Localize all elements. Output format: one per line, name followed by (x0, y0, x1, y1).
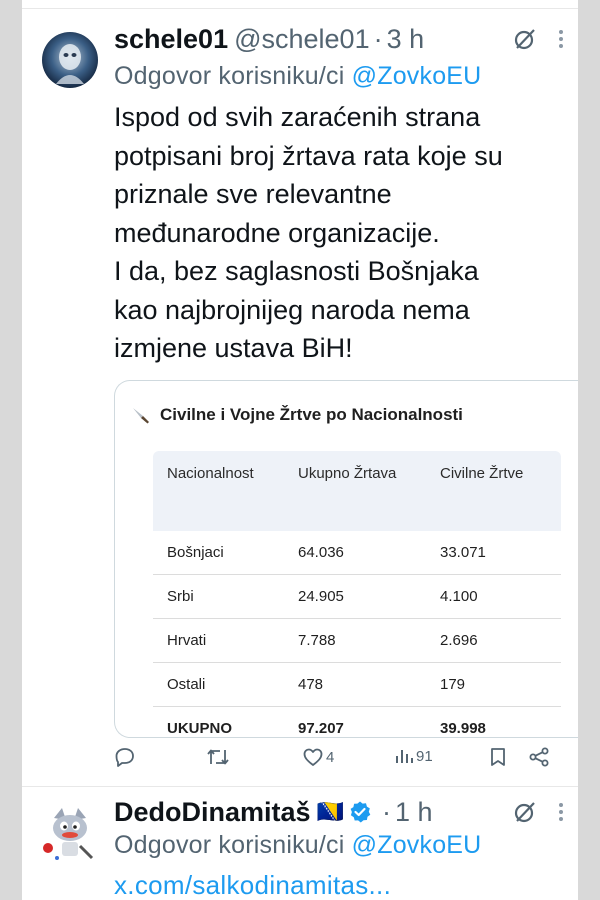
text-line: međunarodne organizacije. (114, 217, 440, 248)
action-bar (114, 746, 554, 776)
table-header (153, 451, 561, 531)
display-name[interactable]: DedoDinamitaš (114, 796, 311, 827)
table-cell: Hrvati (167, 632, 207, 649)
replying-to (114, 62, 481, 91)
display-name[interactable]: schele01 (114, 23, 229, 54)
attached-image-card[interactable] (114, 380, 578, 738)
verified-badge-icon[interactable] (348, 800, 372, 824)
heart-icon (302, 746, 324, 768)
tweet-header (114, 22, 568, 56)
retweet-icon (206, 746, 230, 768)
user-handle[interactable]: @schele01 (234, 23, 370, 54)
table-cell: 2.696 (440, 632, 478, 649)
table-cell: Bošnjaci (167, 544, 224, 561)
table-cell: 97.207 (298, 720, 344, 737)
like-button[interactable] (302, 746, 334, 768)
avatar[interactable] (42, 32, 98, 88)
table-cell: 39.998 (440, 720, 486, 737)
table-row (153, 663, 561, 707)
text-line: Ispod od svih zaraćenih strana (114, 102, 481, 132)
table-row (153, 531, 561, 575)
share-button[interactable] (528, 746, 550, 768)
table-total-row (153, 707, 561, 738)
table-cell: Srbi (167, 588, 194, 605)
text-line: potpisani broj žrtava rata koje su (114, 140, 503, 171)
table-cell: 7.788 (298, 632, 336, 649)
tweet-text (114, 98, 554, 368)
reply-mention-link[interactable]: @ZovkoEU (351, 831, 482, 859)
column-header: Nacionalnost (167, 465, 254, 482)
casualties-table (153, 451, 561, 738)
knife-icon (131, 405, 151, 425)
table-cell: 33.071 (440, 544, 486, 561)
reply-button[interactable] (114, 746, 138, 768)
card-title (131, 405, 463, 425)
reply-prefix: Odgovor korisniku/ci (114, 62, 345, 90)
column-header: Civilne Žrtve (440, 465, 524, 482)
table-cell: 4.100 (440, 588, 478, 605)
bookmark-icon (488, 746, 508, 768)
reply-mention-link[interactable]: @ZovkoEU (351, 62, 482, 90)
grok-icon[interactable] (512, 799, 538, 825)
table-cell: 478 (298, 676, 324, 693)
tweet-header (114, 795, 568, 829)
share-icon (528, 746, 550, 768)
text-line: I da, bez saglasnosti Bošnjaka (114, 256, 479, 286)
views-button[interactable] (394, 746, 433, 766)
tweet-link[interactable]: x.com/salkodinamitas... (114, 870, 392, 900)
more-options-icon[interactable] (558, 801, 564, 823)
column-header: Ukupno Žrtava (298, 465, 397, 482)
timestamp[interactable]: 3 h (386, 23, 425, 54)
tweet-schele01[interactable] (22, 0, 578, 785)
views-count: 91 (416, 747, 433, 765)
reply-prefix: Odgovor korisniku/ci (114, 831, 345, 859)
text-line: kao najbrojnijeg naroda nema (114, 294, 470, 325)
table-cell: UKUPNO (167, 720, 233, 737)
avatar[interactable] (40, 804, 100, 864)
text-line: izmjene ustava BiH! (114, 333, 353, 363)
more-options-icon[interactable] (558, 28, 564, 50)
text-line: priznale sve relevantne (114, 179, 392, 209)
card-title-text: Civilne i Vojne Žrtve po Nacionalnosti (160, 405, 463, 424)
reply-icon (114, 746, 136, 768)
views-icon (394, 746, 414, 766)
table-row (153, 575, 561, 619)
table-row (153, 619, 561, 663)
flag-emoji: 🇧🇦 (316, 799, 344, 824)
like-count: 4 (326, 748, 335, 766)
table-cell: 24.905 (298, 588, 344, 605)
table-cell: Ostali (167, 676, 206, 693)
table-cell: 64.036 (298, 544, 344, 561)
separator-dot: · (381, 796, 391, 827)
separator-dot: · (373, 23, 383, 54)
grok-icon[interactable] (512, 26, 538, 52)
bookmark-button[interactable] (488, 746, 508, 768)
timeline (22, 0, 578, 900)
replying-to (114, 831, 481, 860)
retweet-button[interactable] (206, 746, 232, 768)
timestamp[interactable]: 1 h (394, 796, 433, 827)
table-cell: 179 (440, 676, 466, 693)
